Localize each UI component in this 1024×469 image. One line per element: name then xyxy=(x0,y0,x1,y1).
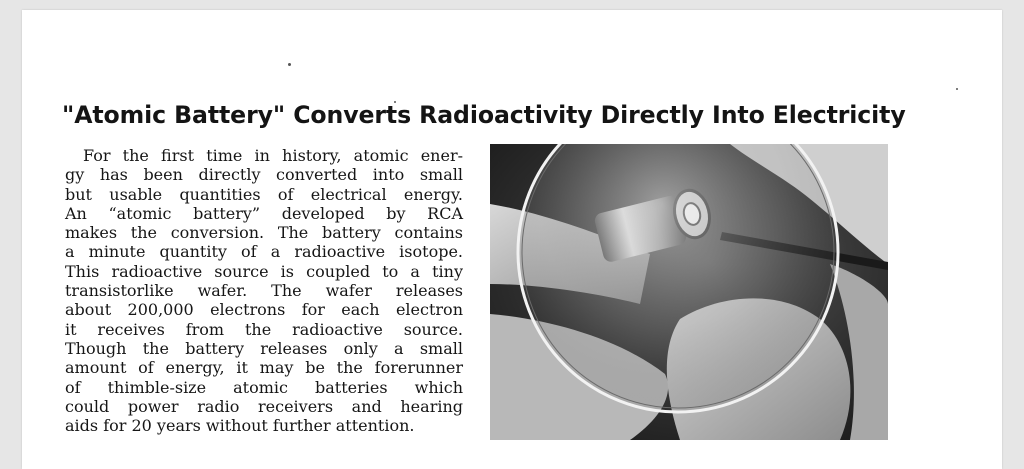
body-line: gy has been directly converted into small xyxy=(65,165,463,185)
body-line: but usable quantities of electrical energy. xyxy=(65,184,463,204)
print-speck xyxy=(956,88,958,90)
body-line: could power radio receivers and hearing xyxy=(65,396,463,416)
body-line: Though the battery releases only a small xyxy=(65,338,463,358)
body-line: This radioactive source is coupled to a tiny xyxy=(65,261,463,281)
body-line: it receives from the radioactive source. xyxy=(65,319,463,339)
magnified-atomic-battery-photo xyxy=(490,144,888,440)
body-line: For the first time in history, atomic ener- xyxy=(83,146,463,165)
article-body xyxy=(65,146,463,435)
body-line: amount of energy, it may be the forerunner xyxy=(65,358,463,378)
body-line: a minute quantity of a radioactive isotope. xyxy=(65,242,463,262)
body-line: of thimble-size atomic batteries which xyxy=(65,377,463,397)
body-line: An “atomic battery” developed by RCA xyxy=(65,203,463,223)
print-speck xyxy=(288,63,291,66)
article-headline: "Atomic Battery" Converts Radioactivity Directly Into Electricity xyxy=(62,101,906,129)
body-line: makes the conversion. The battery contains xyxy=(65,223,463,243)
body-line: aids for 20 years without further attention. xyxy=(65,416,415,436)
photo-illustration xyxy=(490,144,888,440)
body-line: transistorlike wafer. The wafer releases xyxy=(65,281,463,301)
body-line: about 200,000 electrons for each electron xyxy=(65,300,463,320)
